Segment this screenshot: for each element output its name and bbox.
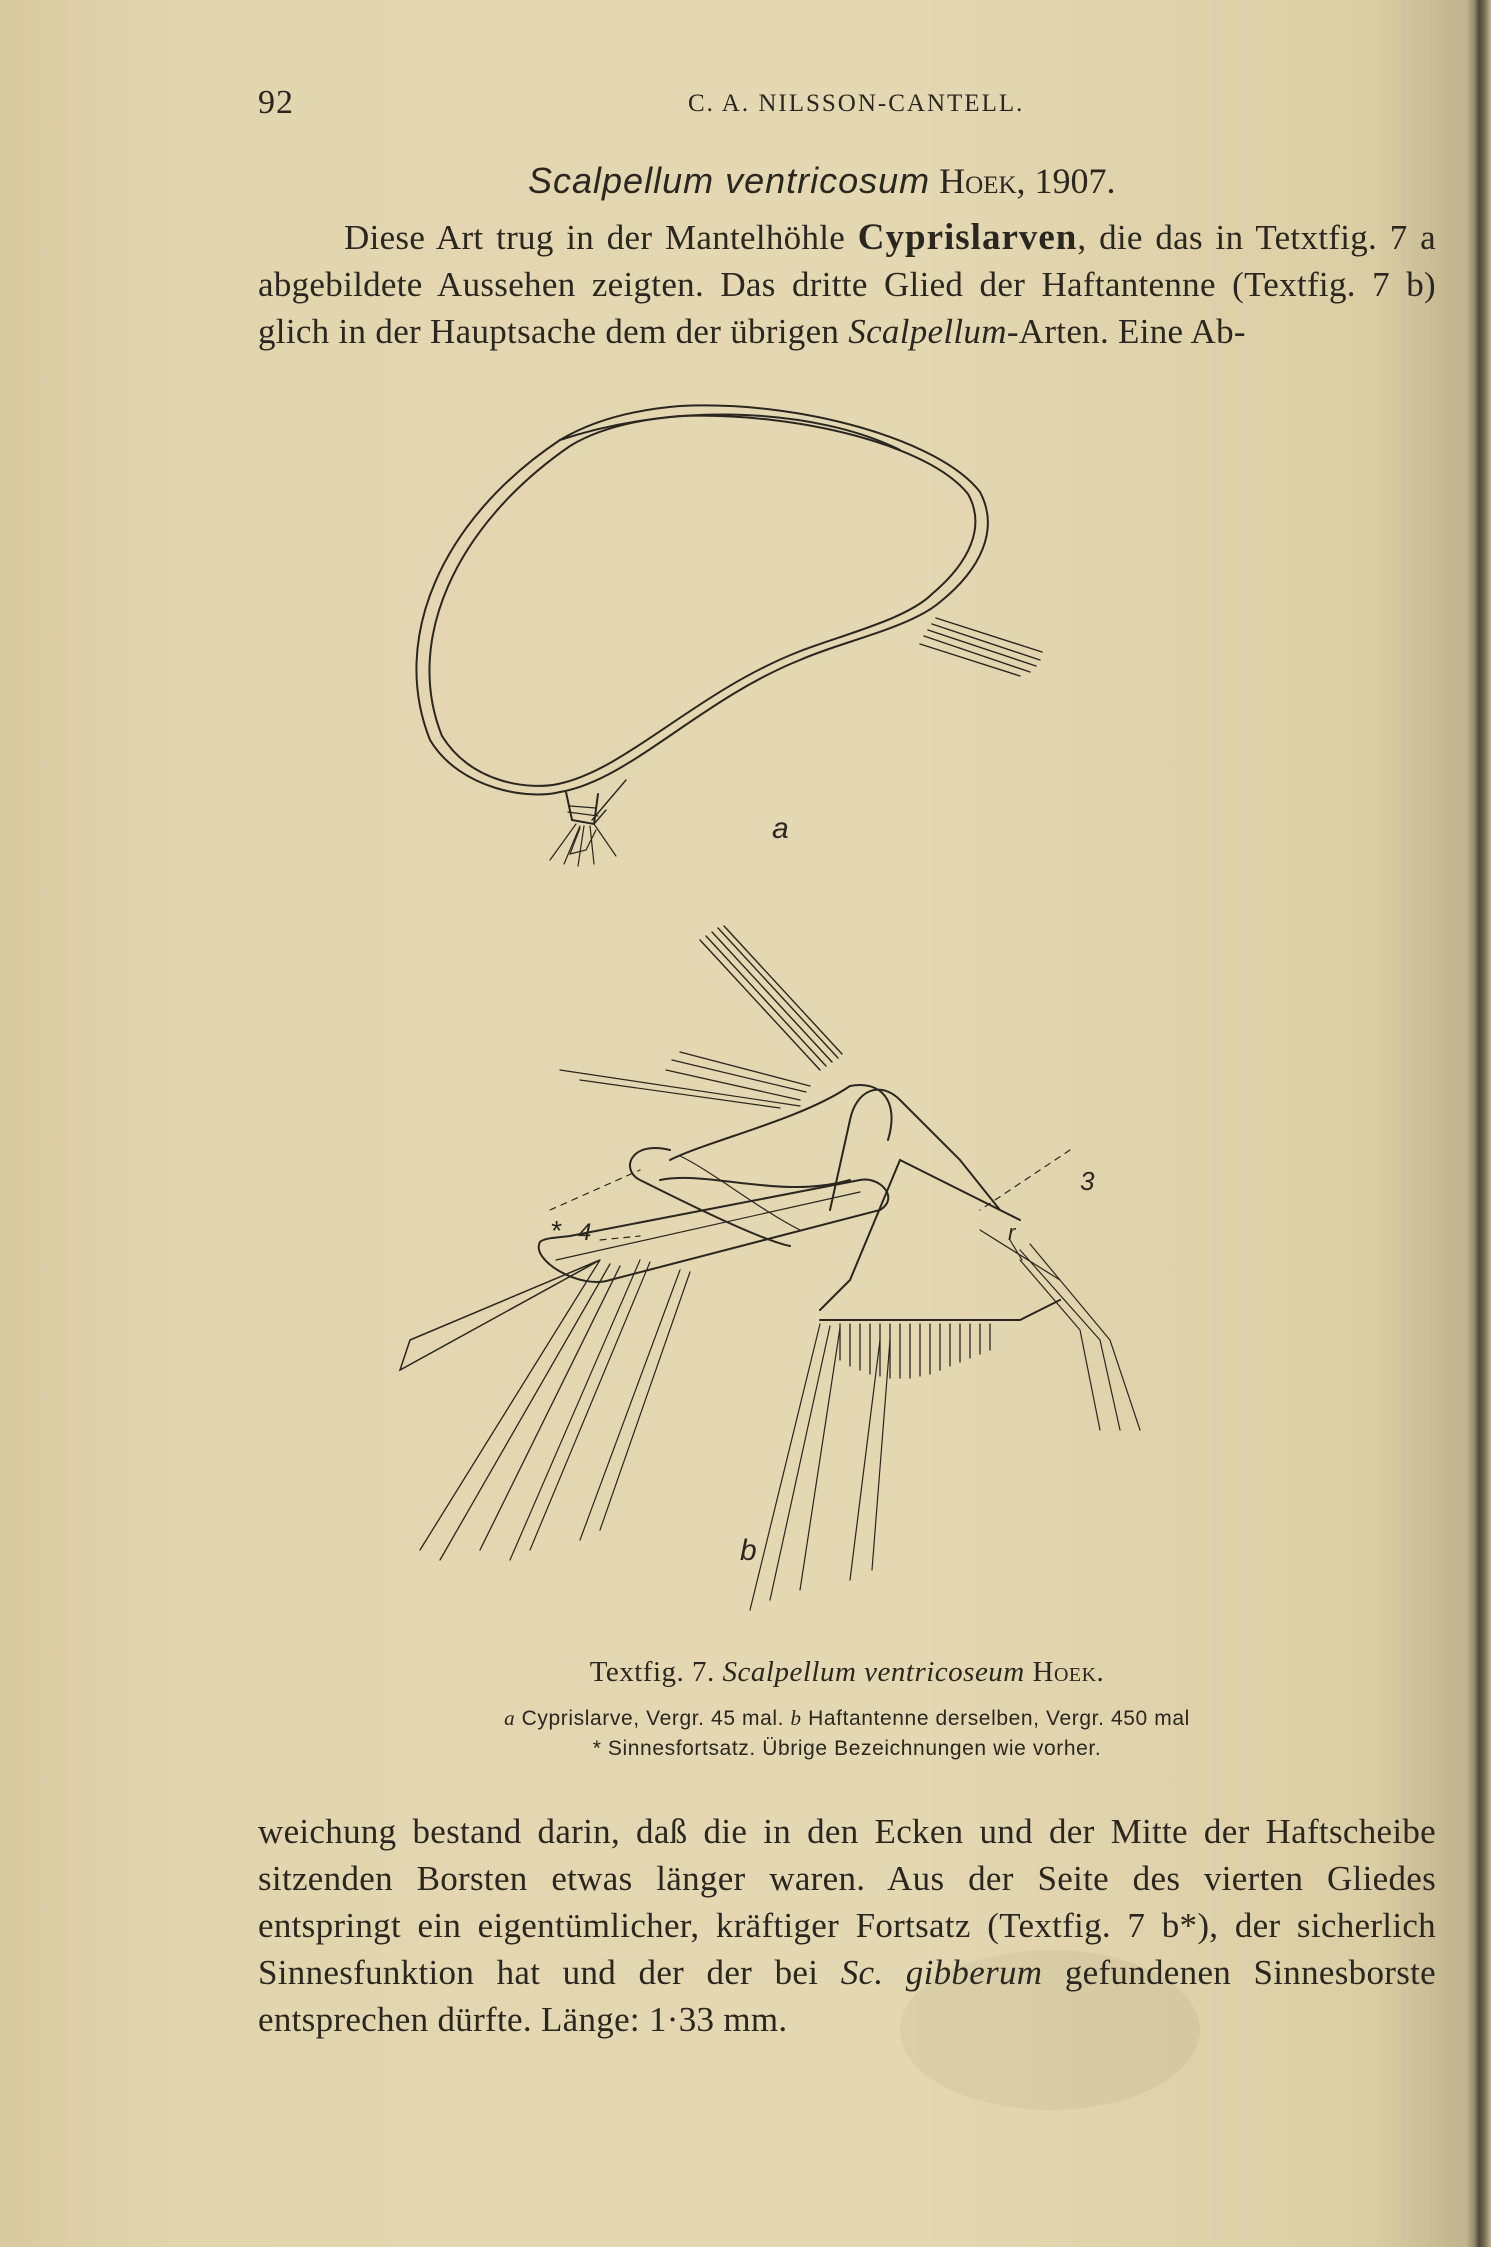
cyprid-larva-drawing [380, 405, 1042, 866]
section-title [528, 160, 1116, 202]
figure-label-a: a [772, 812, 789, 845]
legend-b-text: Haftantenne derselben, Vergr. 450 mal [801, 1707, 1190, 1730]
paragraph-2-species: Sc. gibberum [840, 1953, 1043, 1992]
paragraph-1-text-c: -Arten. Eine Ab- [1006, 312, 1246, 351]
figure-drawing [380, 380, 1300, 1620]
legend-a-text: Cyprislarve, Vergr. 45 mal. [515, 1707, 791, 1730]
figure-label-3: 3 [1080, 1166, 1095, 1196]
figure-label-b: b [740, 1534, 757, 1567]
binding-edge [1465, 0, 1491, 2247]
legend-b-letter: b [790, 1706, 802, 1730]
running-head-author: C. A. NILSSON-CANTELL. [688, 90, 1025, 117]
section-year: 1907. [1034, 161, 1116, 201]
paragraph-2-text-b: gefundenen Sinnesborste entsprechen dürfte. Länge: 1·33 mm. [258, 1953, 1436, 2039]
figure-label-4: 4 [578, 1219, 592, 1246]
paragraph-1-emphasis: Cyprislarven [857, 217, 1078, 258]
figure-label-r: r [1008, 1220, 1016, 1245]
page-number: 92 [258, 84, 294, 121]
paragraph-1-text-a: Diese Art trug in der Mantelhöhle [344, 218, 858, 257]
textfig-7-illustration [380, 380, 1300, 1620]
caption-authority: Hoek. [1024, 1656, 1105, 1688]
running-head [258, 84, 1428, 124]
legend-a-letter: a [504, 1706, 516, 1730]
paragraph-1 [258, 214, 1436, 355]
section-species: Scalpellum ventricosum [528, 160, 931, 201]
paragraph-1-genus: Scalpellum [848, 312, 1007, 351]
caption-title [258, 1656, 1436, 1689]
figure-caption [258, 1656, 1436, 1764]
caption-species: Scalpellum ventricoseum [722, 1656, 1025, 1688]
caption-legend-line-1 [258, 1703, 1436, 1734]
paragraph-2-text-a: weichung bestand darin, daß die in den Ecken und der Mitte der Haftscheibe sitzenden Borsten etwas länger waren. Aus der Seite des vierten Gliedes entspringt ein eigentümlicher, kräftiger Fortsatz (Textfig. 7 b*), der sicherlich Sinnesfunktion hat und der der bei [258, 1812, 1436, 1992]
caption-legend-line-2: * Sinnesfortsatz. Übrige Bezeichnungen wie vorher. [592, 1737, 1102, 1760]
figure-label-star: * [550, 1215, 561, 1246]
section-authority: Hoek, [939, 161, 1026, 201]
caption-legend [258, 1703, 1436, 1764]
paragraph-1-text-b: , die das in Tetxtfig. 7 a abgebildete Aussehen zeigten. Das dritte Glied der Haftantenne (Textfig. 7 b) glich in der Hauptsache dem der übrigen [258, 218, 1436, 351]
caption-prefix: Textfig. 7. [589, 1656, 723, 1688]
antenna-drawing [400, 926, 1140, 1610]
paragraph-2 [258, 1808, 1436, 2043]
